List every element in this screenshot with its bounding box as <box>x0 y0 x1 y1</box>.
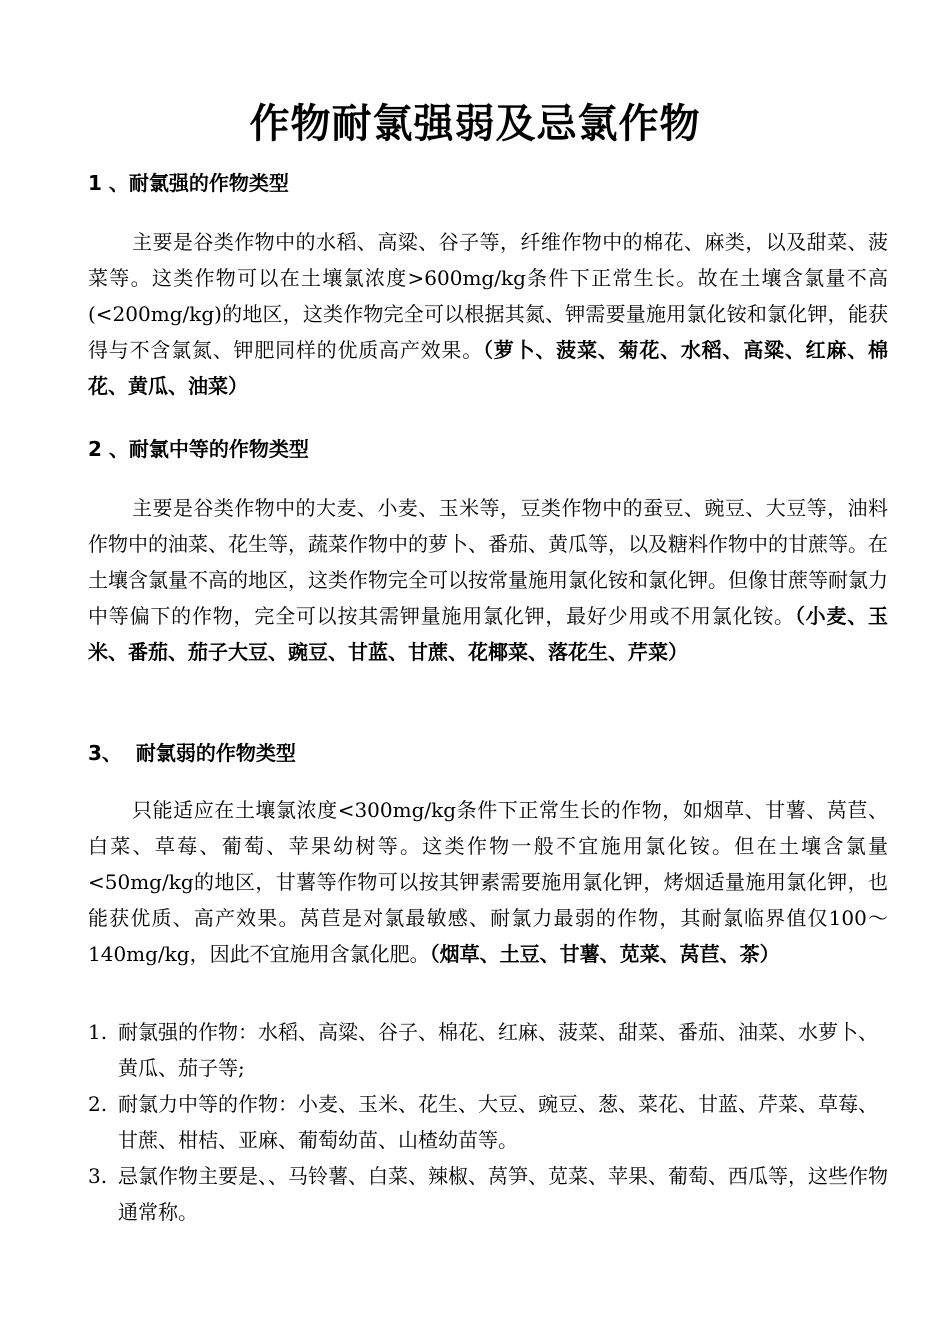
page-title: 作物耐氯强弱及忌氯作物 <box>249 101 701 147</box>
list-number: 1. <box>88 1020 108 1044</box>
body-text: 只能适应在土壤氯浓度<300mg/kg条件下正常生长的作物，如烟草、甘薯、莴苣、白菜、草莓、葡萄、苹果幼树等。这类作物一般不宜施用氯化铵。但在土壤含氯量<50mg/kg的地区，甘薯等作物可以按其钾素需要施用氯化钾，烤烟适量施用氯化钾，也能获优质、高产效果。莴苣是对氯最敏感、耐氯力最弱的作物，其耐氯临界值仅100～140mg/kg，因此不宜施用含氯化肥。 <box>88 798 888 966</box>
list-item <box>88 1158 893 1230</box>
crop-list-bold: （烟草、土豆、甘薯、苋菜、莴苣、茶） <box>429 942 780 966</box>
section-heading-medium: 2 、耐氯中等的作物类型 <box>88 437 309 461</box>
list-item <box>88 1014 893 1086</box>
list-text: 耐氯力中等的作物：小麦、玉米、花生、大豆、豌豆、葱、菜花、甘蓝、芹菜、草莓、甘蔗、柑桔、亚麻、葡萄幼苗、山楂幼苗等。 <box>118 1092 878 1152</box>
summary-list <box>88 1014 893 1230</box>
section-heading-strong: 1 、耐氯强的作物类型 <box>88 171 289 195</box>
section-body-medium <box>88 490 888 670</box>
crop-list-bold: （小麦、玉米、番茄、茄子大豆、豌豆、甘蓝、甘蔗、花椰菜、落花生、芹菜） <box>88 604 889 664</box>
section-body-strong <box>88 224 888 404</box>
body-text: 主要是谷类作物中的水稻、高粱、谷子等，纤维作物中的棉花、麻类，以及甜菜、菠菜等。这类作物可以在土壤氯浓度>600mg/kg条件下正常生长。故在土壤含氯量不高(<200mg/kg)的地区，这类作物完全可以根据其氮、钾需要量施用氯化铵和氯化钾，能获得与不含氯氮、钾肥同样的优质高产效果。 <box>88 230 888 362</box>
list-text: 忌氯作物主要是、、马铃薯、白菜、辣椒、莴笋、苋菜、苹果、葡萄、西瓜等，这些作物通常称。 <box>118 1164 888 1224</box>
list-item <box>88 1086 893 1158</box>
body-text: 主要是谷类作物中的大麦、小麦、玉米等，豆类作物中的蚕豆、豌豆、大豆等，油料作物中的油菜、花生等，蔬菜作物中的萝卜、番茄、黄瓜等，以及糖料作物中的甘蔗等。在土壤含氯量不高的地区，这类作物完全可以按常量施用氯化铵和氯化钾。但像甘蔗等耐氯力中等偏下的作物，完全可以按其需钾量施用氯化钾，最好少用或不用氯化铵。 <box>88 496 888 628</box>
list-number: 2. <box>88 1092 108 1116</box>
crop-list-bold: （萝卜、菠菜、菊花、水稻、高粱、红麻、棉花、黄瓜、油菜） <box>88 338 888 398</box>
list-text: 耐氯强的作物：水稻、高粱、谷子、棉花、红麻、菠菜、甜菜、番茄、油菜、水萝卜、黄瓜、茄子等; <box>118 1020 878 1080</box>
section-heading-weak: 3、 耐氯弱的作物类型 <box>88 741 296 765</box>
section-body-weak <box>88 792 888 972</box>
list-number: 3. <box>88 1164 108 1188</box>
